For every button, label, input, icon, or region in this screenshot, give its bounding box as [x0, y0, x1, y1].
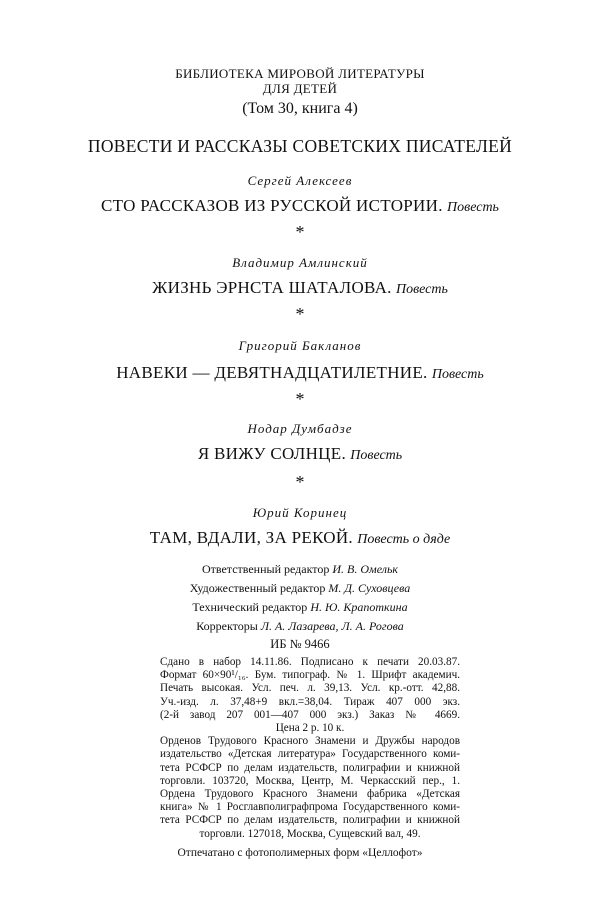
imprint-line: книга» № 1 Росглавполиграфпрома Государственного коми-	[160, 801, 460, 814]
work-title: СТО РАССКАЗОВ ИЗ РУССКОЙ ИСТОРИИ.	[101, 196, 443, 215]
work-genre: Повесть	[350, 448, 403, 463]
work-title: Я ВИЖУ СОЛНЦЕ.	[197, 444, 346, 463]
imprint-line: тета РСФСР по делам издательств, полиграфии и книжной	[160, 814, 460, 827]
credit-name: Л. А. Лазарева, Л. А. Рогова	[260, 619, 404, 633]
imprint-line: Печать высокая. Усл. печ. л. 39,13. Усл. кр.-отт. 42,88.	[160, 682, 460, 695]
price-line: Цена 2 р. 10 к.	[275, 722, 345, 735]
imprint-line: тета РСФСР по делам издательств, полиграфии и книжной	[160, 761, 460, 774]
work-genre: Повесть	[447, 200, 499, 215]
work-title-line	[0, 363, 600, 383]
credit-name: М. Д. Суховцева	[328, 581, 411, 595]
separator-star: *	[295, 389, 305, 409]
ib-number: ИБ № 9466	[270, 637, 330, 651]
series-name-line1: БИБЛИОТЕКА МИРОВОЙ ЛИТЕРАТУРЫ	[175, 66, 425, 81]
imprint-line: торговли. 103720, Москва, Центр, М. Черкасский пер., 1.	[160, 774, 460, 787]
credit-line	[0, 619, 600, 634]
work-author: Владимир Амлинский	[232, 255, 368, 270]
work-author: Григорий Бакланов	[238, 338, 362, 353]
credit-line	[0, 600, 600, 615]
credit-line	[0, 562, 600, 577]
credit-role: Корректоры	[196, 619, 258, 633]
work-title: ЖИЗНЬ ЭРНСТА ШАТАЛОВА.	[152, 278, 392, 297]
imprint-line: Сдано в набор 14.11.86. Подписано к печати 20.03.87.	[160, 656, 460, 668]
imprint-line: торговли. 127018, Москва, Сущевский вал, 49.	[199, 827, 421, 840]
work-genre: Повесть	[431, 367, 484, 382]
imprint-line: Орденов Трудового Красного Знамени и Дружбы народов	[160, 735, 460, 748]
credit-line	[0, 581, 600, 596]
separator-star: *	[295, 222, 305, 242]
series-name-line2: ДЛЯ ДЕТЕЙ	[262, 81, 338, 96]
separator-star: *	[295, 472, 305, 492]
credit-role: Художественный редактор	[189, 581, 326, 595]
separator-star: *	[295, 304, 305, 324]
printed-note: Отпечатано с фотополимерных форм «Целлофот»	[177, 847, 423, 859]
work-author: Юрий Коринец	[252, 505, 348, 520]
work-author: Нодар Думбадзе	[247, 421, 353, 436]
work-genre: Повесть	[395, 282, 448, 297]
imprint-line: Уч.-изд. л. 37,48+9 вкл.=38,04. Тираж 407 000 экз.	[160, 695, 460, 708]
work-author: Сергей Алексеев	[247, 173, 353, 188]
credit-role: Ответственный редактор	[201, 562, 330, 576]
work-title-line	[0, 278, 600, 298]
work-title-line	[0, 196, 600, 216]
imprint-block	[160, 656, 460, 841]
collection-title: ПОВЕСТИ И РАССКАЗЫ СОВЕТСКИХ ПИСАТЕЛЕЙ	[87, 136, 513, 156]
imprint-line: издательство «Детская литература» Государственного коми-	[160, 748, 460, 761]
work-title-line	[0, 444, 600, 464]
imprint-line: (2-й завод 207 001—407 000 экз.) Заказ № 4669.	[160, 708, 460, 721]
work-genre: Повесть о дяде	[357, 532, 451, 547]
volume-info: (Том 30, книга 4)	[242, 100, 358, 117]
credit-name: И. В. Омельк	[332, 562, 399, 576]
work-title: ТАМ, ВДАЛИ, ЗА РЕКОЙ.	[149, 528, 353, 547]
credit-role: Технический редактор	[192, 600, 308, 614]
work-title: НАВЕКИ — ДЕВЯТНАДЦАТИЛЕТНИЕ.	[116, 363, 428, 382]
work-title-line	[0, 528, 600, 548]
imprint-line: Формат 60×90¹/₁₆. Бум. типограф. № 1. Шрифт академич.	[160, 669, 460, 682]
imprint-line: Ордена Трудового Красного Знамени фабрика «Детская	[160, 788, 460, 801]
credit-name: Н. Ю. Крапоткина	[310, 600, 408, 614]
